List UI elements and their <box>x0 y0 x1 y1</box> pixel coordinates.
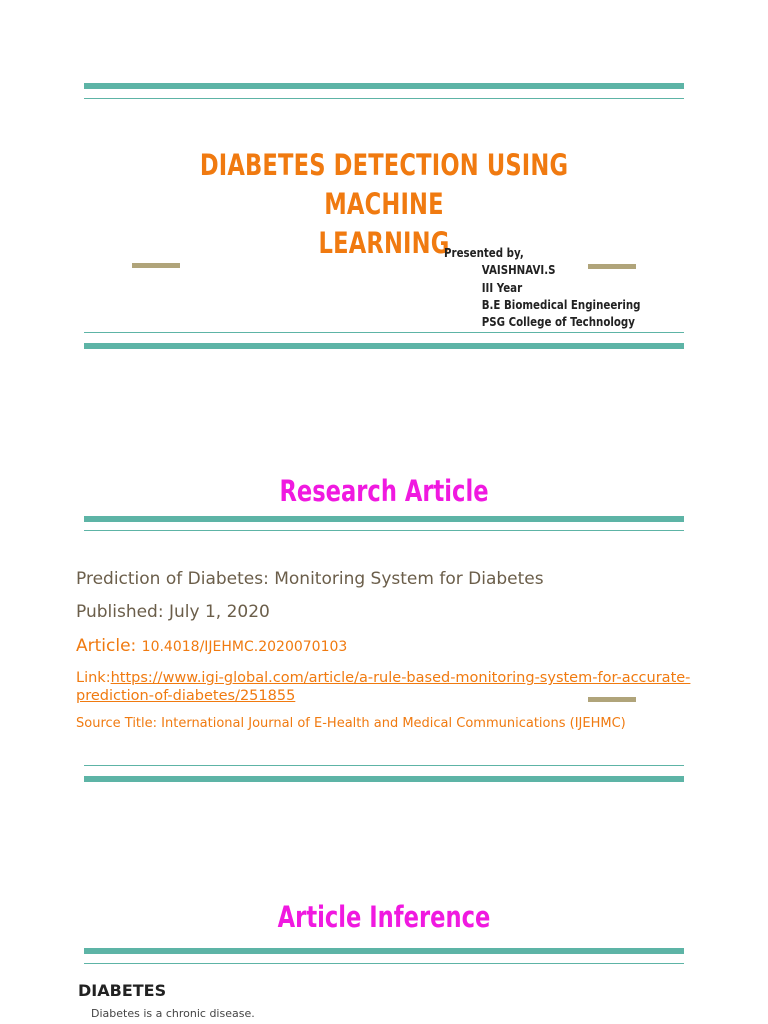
presenter-college: PSG College of Technology <box>481 314 635 330</box>
slide2-accent-bar <box>588 697 636 702</box>
article-label: Article: <box>76 636 142 656</box>
article-doi-line <box>76 636 347 656</box>
presenter-department: B.E Biomedical Engineering <box>481 296 641 312</box>
slide2-heading-rule-thin <box>84 530 684 531</box>
slide1-bottom-rule-thin <box>84 332 684 333</box>
presenter-name: VAISHNAVI.S <box>481 262 556 278</box>
slide3-heading-rule-thick <box>84 948 684 954</box>
article-published-date: Published: July 1, 2020 <box>76 602 270 622</box>
slide1-top-rule-thin <box>84 98 684 99</box>
article-link[interactable]: https://www.igi-global.com/article/a-rule-based-monitoring-system-for-accurate-prediction-of-diabetes/251855 <box>76 670 691 704</box>
article-title: Prediction of Diabetes: Monitoring System for Diabetes <box>76 569 544 589</box>
article-doi: 10.4018/IJEHMC.2020070103 <box>141 639 348 655</box>
presenter-year: III Year <box>481 279 523 295</box>
title-line-1: DIABETES DETECTION USING MACHINE <box>199 148 569 221</box>
research-article-heading: Research Article <box>279 474 489 508</box>
link-label: Link: <box>76 670 111 686</box>
article-source-title: Source Title: International Journal of E-Health and Medical Communications (IJEHMC) <box>76 716 626 731</box>
slide1-bottom-rule-thick <box>84 343 684 349</box>
article-inference-heading: Article Inference <box>277 900 491 934</box>
title-line-2: LEARNING <box>318 226 450 260</box>
presented-by-label: Presented by, <box>444 245 524 260</box>
slide1-top-rule-thick <box>84 83 684 89</box>
diabetes-description: Diabetes is a chronic disease. <box>91 1007 255 1020</box>
slide1-left-accent-bar <box>132 263 180 268</box>
slide2-bottom-rule-thin <box>84 765 684 766</box>
slide2-bottom-rule-thick <box>84 776 684 782</box>
diabetes-subheading: DIABETES <box>78 981 167 1000</box>
slide3-heading-rule-thin <box>84 963 684 964</box>
presenter-block <box>444 244 641 330</box>
slide2-heading-rule-thick <box>84 516 684 522</box>
